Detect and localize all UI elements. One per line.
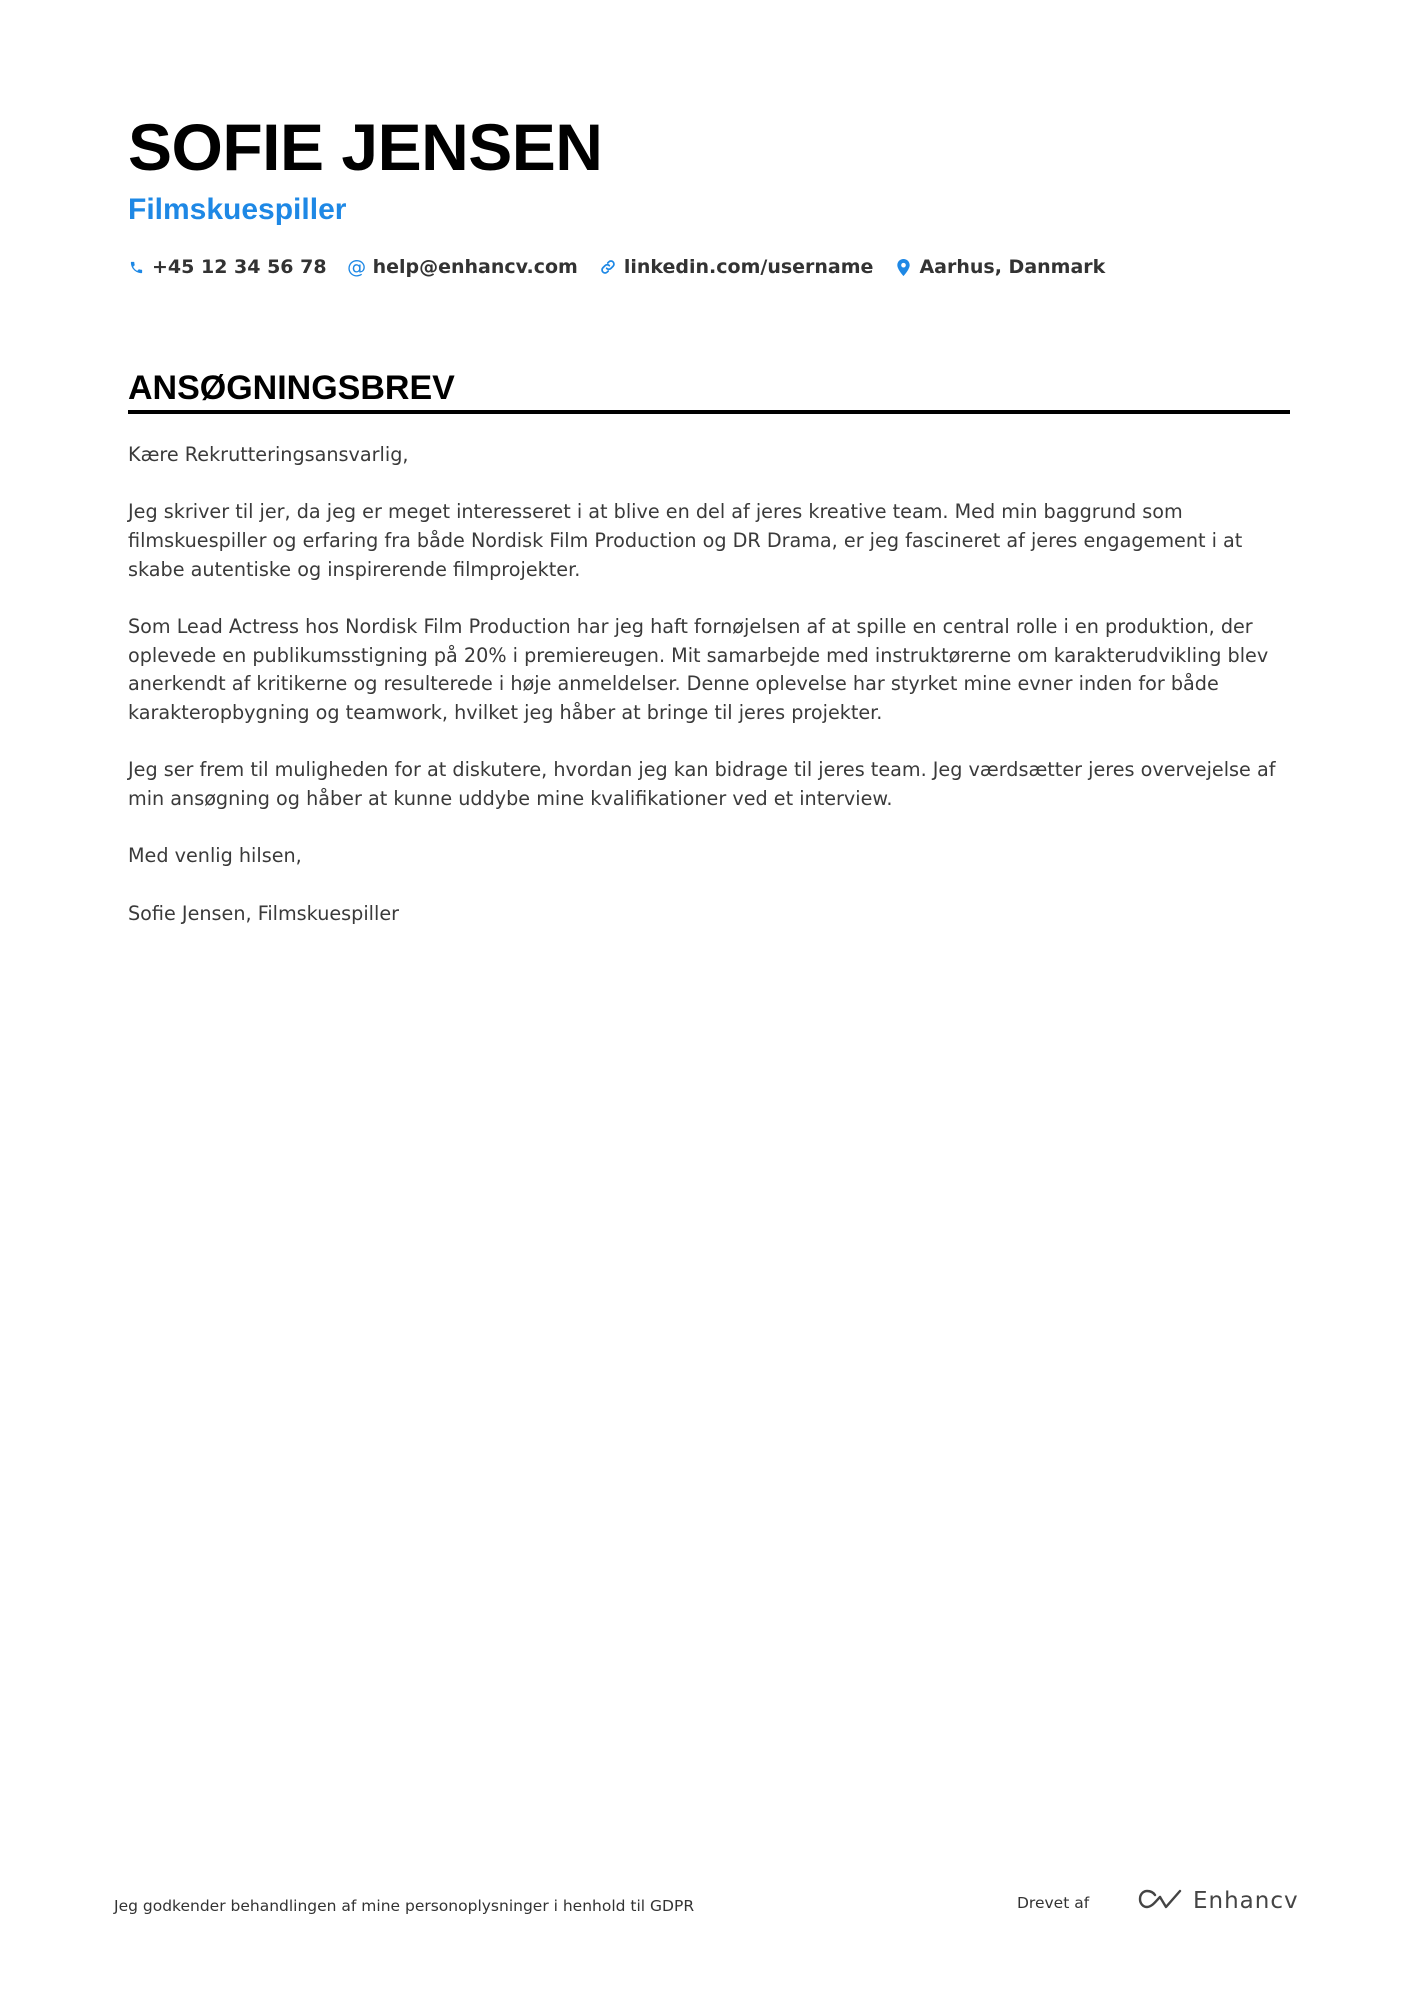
gdpr-consent: Jeg godkender behandlingen af mine personoplysninger i henhold til GDPR [114, 1897, 695, 1915]
contact-email[interactable] [349, 252, 578, 282]
linkedin-text[interactable]: linkedin.com/username [623, 256, 874, 278]
phone-icon [128, 258, 144, 276]
email-text[interactable]: help@enhancv.com [372, 256, 578, 278]
contact-location [895, 252, 1105, 282]
section-title: ANSØGNINGSBREV [128, 369, 455, 407]
contact-bar [128, 252, 1105, 282]
at-icon: @ [347, 256, 367, 278]
letter-closing: Med venlig hilsen, [128, 844, 302, 868]
letter-greeting: Kære Rekrutteringsansvarlig, [128, 443, 409, 466]
link-icon [600, 258, 616, 276]
powered-by-label: Drevet af [1017, 1894, 1090, 1912]
letter-paragraph: Jeg skriver til jer, da jeg er meget interesseret i at blive en del af jeres kreative team. Med min baggrund som filmskuespiller og erfaring fra både Nordisk Film Production og DR Drama, er jeg fascineret af jeres engagement i at skabe autentiske og inspirerende filmprojekter. [128, 500, 1243, 581]
letter-paragraph: Jeg ser frem til muligheden for at diskutere, hvordan jeg kan bidrage til jeres team. Jeg værdsætter jeres overvejelse af min ansøgning og håber at kunne uddybe mine kvalifikationer ved et interview. [128, 758, 1276, 811]
location-text: Aarhus, Danmark [919, 256, 1106, 278]
letter-paragraph: Som Lead Actress hos Nordisk Film Production har jeg haft fornøjelsen af at spille en central rolle i en produktion, der oplevede en publikumsstigning på 20% i premiereugen. Mit samarbejde med instruktørerne om karakterudvikling blev anerkendt af kritikerne og resulterede i høje anmeldelser. Denne oplevelse har styrket mine evner inden for både karakteropbygning og teamwork, hvilket jeg håber at bringe til jeres projekter. [128, 615, 1269, 725]
enhancv-logo-text: Enhancv [1193, 1888, 1299, 1914]
enhancv-logo-icon [1137, 1887, 1183, 1915]
enhancv-logo[interactable] [1137, 1886, 1299, 1916]
letter-signature: Sofie Jensen, Filmskuespiller [128, 901, 400, 925]
letter-body [128, 441, 1298, 957]
contact-phone [128, 252, 327, 282]
candidate-name: SOFIE JENSEN [128, 110, 603, 184]
location-pin-icon [895, 258, 911, 276]
contact-linkedin[interactable] [600, 252, 874, 282]
phone-text: +45 12 34 56 78 [152, 256, 327, 278]
job-title: Filmskuespiller [128, 193, 347, 226]
section-divider [128, 410, 1290, 414]
